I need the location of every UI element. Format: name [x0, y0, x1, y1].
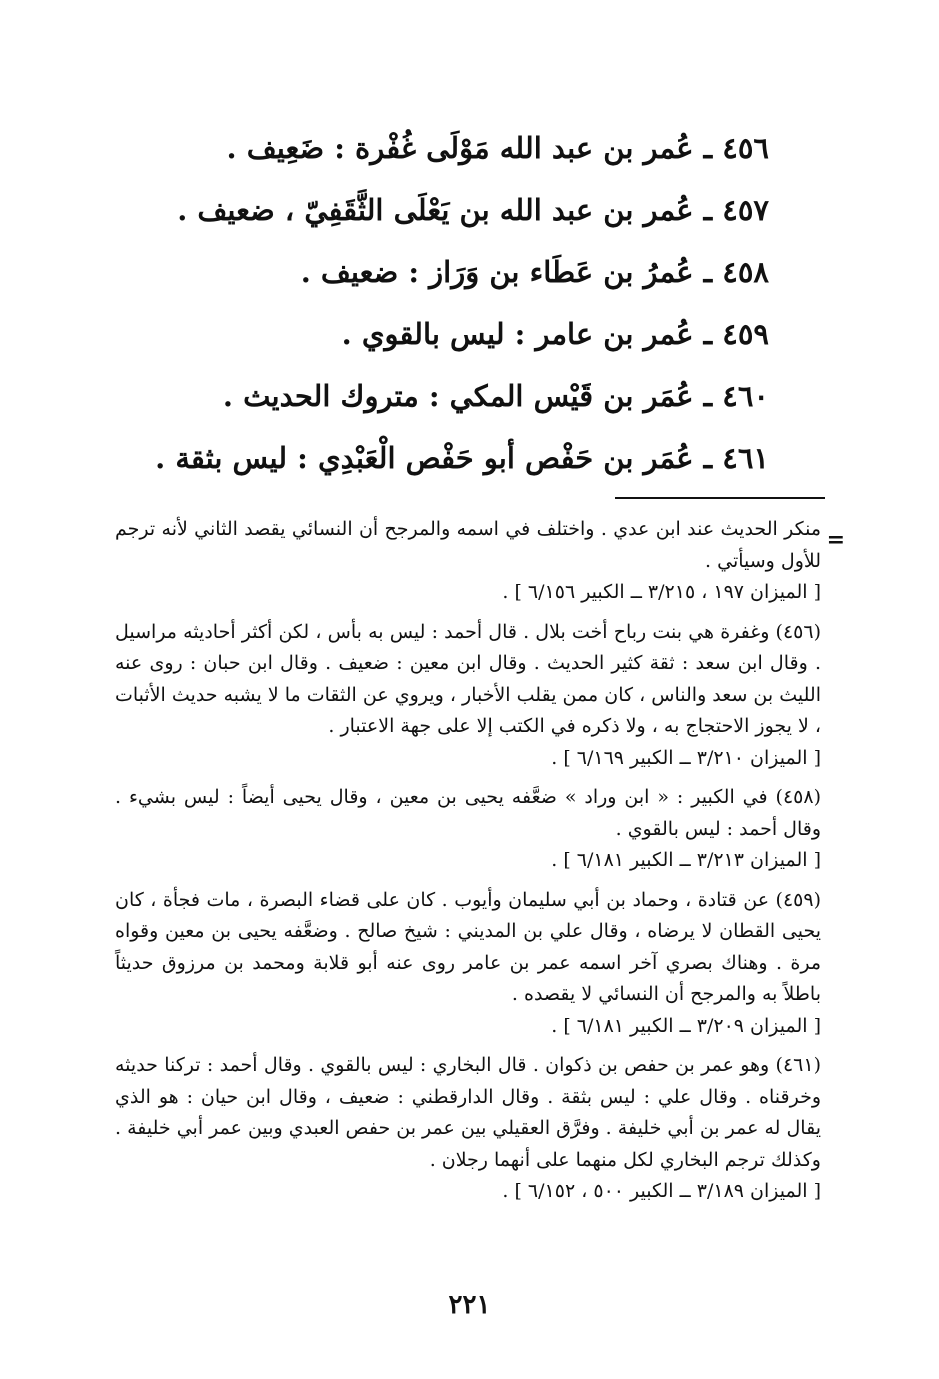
footnote-459	[115, 885, 821, 1043]
footnote-text: (٤٥٩) عن قتادة ، وحماد بن أبي سليمان وأيوب . كان على قضاء البصرة ، مات فجأة ، كان يحيى القطان لا يرضاه ، وقال علي بن المديني : شيخ صالح . وضعَّفه يحيى بن معين وقواه مرة . وهناك بصري آخر اسمه عمر بن عامر روى عنه أبو قلابة ومحمد بن مرزوق حديثاً باطلاً به والمرجح أن النسائي لا يقصده .	[115, 888, 821, 1005]
entry-461: ٤٦١ ـ عُمَر بن حَفْص أبو حَفْص الْعَبْدِي : ليس بثقة .	[155, 441, 769, 475]
footnote-separator	[615, 497, 825, 499]
page-number: ٢٢١	[448, 1290, 491, 1320]
entry-457: ٤٥٧ ـ عُمر بن عبد الله بن يَعْلَى الثَّقَفِيّ ، ضعيف .	[177, 193, 769, 227]
footnote-458	[115, 782, 821, 877]
entry-456: ٤٥٦ ـ عُمر بن عبد الله مَوْلَى غُفْرة : ضَعِيف .	[226, 131, 769, 165]
footnote-reference: [ الميزان ٣/١٨٩ ــ الكبير ٥٠٠ ، ٦/١٥٢ ] .	[502, 1180, 821, 1202]
footnote-text: (٤٥٨) في الكبير : « ابن وراد » ضعَّفه يحيى بن معين ، وقال يحيى أيضاً : ليس بشيء . وقال أحمد : ليس بالقوي .	[115, 786, 821, 840]
footnote-text: (٤٦١) وهو عمر بن حفص بن ذكوان . قال البخاري : ليس بالقوي . وقال أحمد : تركنا حديثه وخرقناه . وقال علي : ليس بثقة . وقال الدارقطني : ضعيف ، وقال ابن حيان : هو الذي يقال له عمر بن أبي خليفة . وفرَّق العقيلي بين عمر بن حفص العبدي وبين عمر أبي خليفة . وكذلك ترجم البخاري لكل منهما على أنهما رجلان .	[115, 1054, 821, 1171]
narrator-entries	[155, 128, 769, 500]
footnote-reference: [ الميزان ٣/٢١٠ ــ الكبير ٦/١٦٩ ] .	[551, 746, 821, 769]
footnote-text: منكر الحديث عند ابن عدي . واختلف في اسمه والمرجح أن النسائي يقصد الثاني لأنه ترجم للأول وسيأتي .	[115, 518, 821, 572]
footnote-reference: [ الميزان ٣/٢٠٩ ــ الكبير ٦/١٨١ ] .	[551, 1014, 821, 1037]
continuation-mark: =	[826, 527, 845, 553]
footnote-461	[115, 1050, 821, 1208]
footnote-text: (٤٥٦) وغفرة هي بنت رباح أخت بلال . قال أحمد : ليس به بأس ، لكن أكثر أحاديثه مراسيل . وقال ابن سعد : ثقة كثير الحديث . وقال ابن معين : ضعيف . وقال ابن حبان : روى عنه الليث بن سعد والناس ، كان ممن يقلب الأخبار ، ويروي عن الثقات ما لا يشبه حديث الأثبات ، لا يجوز الاحتجاج به ، ولا ذكره في الكتب إلا على جهة الاعتبار .	[115, 620, 821, 737]
footnote-reference: [ الميزان ٣/٢١٣ ــ الكبير ٦/١٨١ ] .	[551, 849, 821, 871]
footnote-continued	[115, 514, 821, 609]
entry-460: ٤٦٠ ـ عُمَر بن قَيْس المكي : متروك الحديث .	[222, 379, 769, 413]
entry-458: ٤٥٨ ـ عُمرُ بن عَطَاء بن وَرَاز : ضعيف .	[300, 255, 769, 289]
entry-459: ٤٥٩ ـ عُمر بن عامر : ليس بالقوي .	[341, 317, 769, 351]
footnote-456	[115, 617, 821, 775]
footnote-reference: [ الميزان ١٩٧ ، ٣/٢١٥ ــ الكبير ٦/١٥٦ ] .	[502, 581, 821, 603]
footnotes	[115, 514, 821, 1216]
